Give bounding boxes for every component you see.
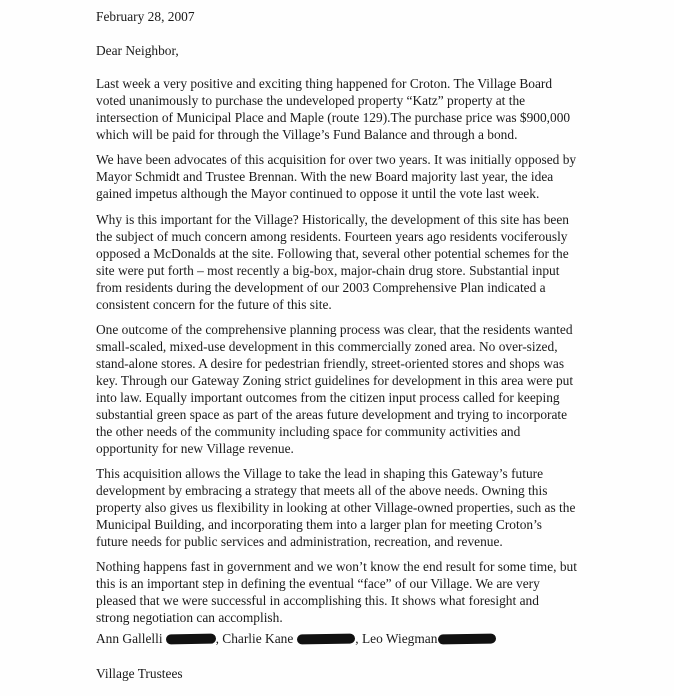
- paragraph-3-line-5: from residents during the development of our 2003 Comprehensive Plan indicated a: [96, 280, 546, 295]
- paragraph-4-line-2: small-scaled, mixed-use development in this commercially zoned area. No over-sized,: [96, 339, 558, 354]
- paragraph-1-line-1: Last week a very positive and exciting thing happened for Croton. The Village Board: [96, 76, 553, 91]
- paragraph-3-line-2: the subject of much concern among residents. Fourteen years ago residents vociferously: [96, 229, 568, 244]
- paragraph-3-line-6: consistent concern for the future of this site.: [96, 297, 332, 312]
- paragraph-5-line-1: This acquisition allows the Village to take the lead in shaping this Gateway’s future: [96, 466, 544, 481]
- paragraph-4-line-7: the other needs of the community including space for community activities and: [96, 424, 521, 439]
- closing: Village Trustees: [96, 666, 183, 681]
- paragraph-5-line-5: future needs for public services and administration, recreation, and revenue.: [96, 534, 503, 549]
- paragraph-1-line-4: which will be paid for through the Village’s Fund Balance and through a bond.: [96, 127, 518, 142]
- paragraph-4-line-4: key. Through our Gateway Zoning strict guidelines for development in this area were put: [96, 373, 574, 388]
- paragraph-5-line-3: property also gives us flexibility in looking at other Village-owned properties, such as the: [96, 500, 576, 515]
- paragraph-4-line-8: opportunity for new Village revenue.: [96, 441, 294, 456]
- signatory-leo-wiegman: , Leo Wiegman: [355, 631, 438, 646]
- paragraph-3-line-3: opposed a McDonalds at the site. Following that, several other potential schemes for the: [96, 246, 569, 261]
- paragraph-4-line-6: substantial green space as part of the areas future development and trying to incorporate: [96, 407, 568, 422]
- redaction-mark: [438, 633, 496, 644]
- paragraph-6-line-2: this is an important step in defining the eventual “face” of our Village. We are very: [96, 576, 540, 591]
- paragraph-5-line-4: Municipal Building, and incorporating them into a larger plan for meeting Croton’s: [96, 517, 543, 532]
- paragraph-1-line-3: intersection of Municipal Place and Maple (route 129).The purchase price was $900,000: [96, 110, 571, 125]
- paragraph-1-line-2: voted unanimously to purchase the undeveloped property “Katz” property at the: [96, 93, 526, 108]
- letter-date: February 28, 2007: [96, 9, 195, 24]
- signature-line: [96, 630, 496, 647]
- paragraph-4-line-1: One outcome of the comprehensive planning process was clear, that the residents wanted: [96, 322, 573, 337]
- signatory-ann-gallelli: Ann Gallelli: [96, 631, 163, 646]
- redaction-mark: [165, 634, 215, 645]
- paragraph-6-line-4: strong negotiation can accomplish.: [96, 610, 283, 625]
- paragraph-4-line-5: into law. Equally important outcomes from the citizen input process called for keeping: [96, 390, 560, 405]
- paragraph-2-line-2: Mayor Schmidt and Trustee Brennan. With the new Board majority last year, the idea: [96, 169, 554, 184]
- salutation: Dear Neighbor,: [96, 43, 179, 58]
- paragraph-5-line-2: development by embracing a strategy that meets all of the above needs. Owning this: [96, 483, 548, 498]
- paragraph-6-line-1: Nothing happens fast in government and we won’t know the end result for some time, but: [96, 559, 577, 574]
- paragraph-3-line-1: Why is this important for the Village? Historically, the development of this site has been: [96, 212, 569, 227]
- paragraph-3-line-4: site were put forth – most recently a big-box, major-chain drug store. Substantial input: [96, 263, 560, 278]
- signatory-charlie-kane: , Charlie Kane: [215, 631, 294, 646]
- redaction-mark: [297, 633, 355, 644]
- paragraph-6-line-3: pleased that we were successful in accomplishing this. It shows what foresight and: [96, 593, 539, 608]
- paragraph-2-line-1: We have been advocates of this acquisition for over two years. It was initially opposed by: [96, 152, 577, 167]
- paragraph-4-line-3: stand-alone stores. A desire for pedestrian friendly, street-oriented stores and shops was: [96, 356, 565, 371]
- paragraph-2-line-3: gained impetus although the Mayor continued to oppose it until the vote last week.: [96, 186, 540, 201]
